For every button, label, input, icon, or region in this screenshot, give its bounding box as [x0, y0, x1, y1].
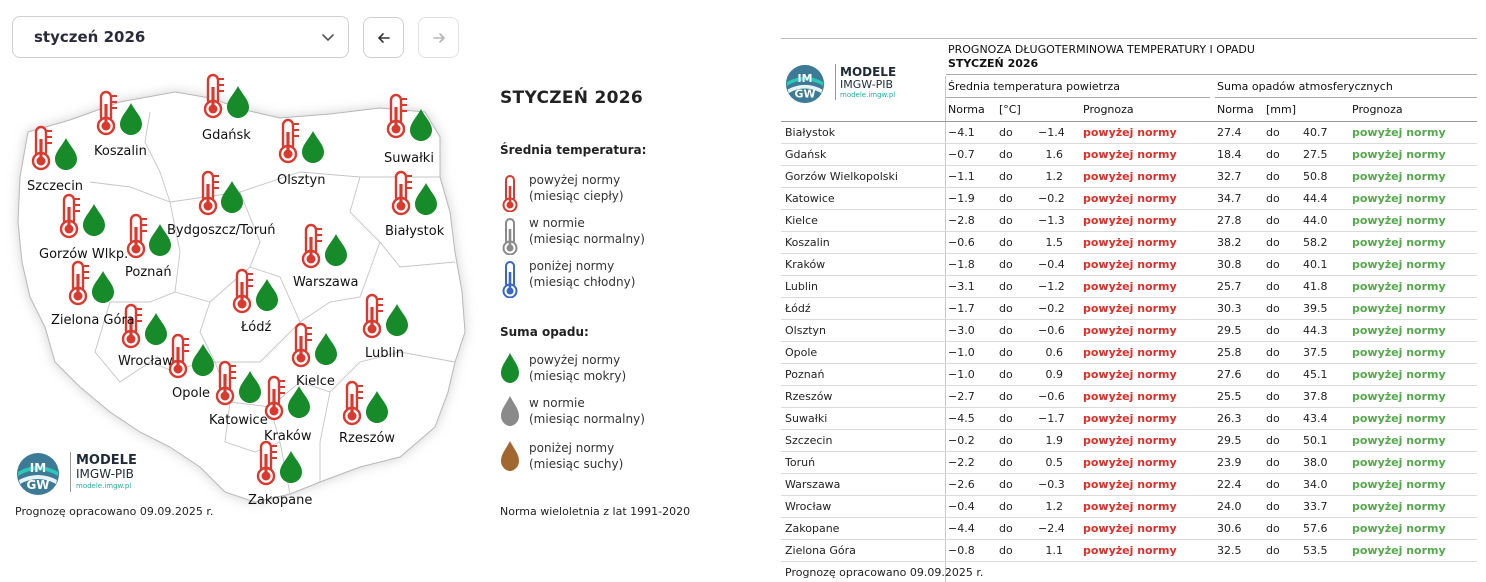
lublin-symbols	[364, 295, 408, 337]
cell-city: Poznań	[785, 368, 825, 381]
previous-month-button[interactable]	[363, 17, 404, 58]
cell-pdo: do	[1266, 434, 1280, 447]
cell-tdo: do	[999, 236, 1013, 249]
cell-pmin: 29.5	[1217, 434, 1242, 447]
cell-tmin: −4.4	[948, 522, 975, 535]
gdansk-symbols	[205, 75, 249, 118]
cell-pmax: 44.4	[1303, 192, 1328, 205]
lodz-symbols	[234, 270, 278, 312]
cell-pmin: 34.7	[1217, 192, 1242, 205]
cell-pdo: do	[1266, 390, 1280, 403]
legend-temp-normal: w normie (miesiąc normalny)	[500, 215, 740, 255]
arrow-right-icon	[431, 30, 447, 46]
opole-symbols	[170, 335, 214, 377]
cell-pmax: 37.5	[1303, 346, 1328, 359]
city-label-koszalin: Koszalin	[94, 144, 147, 159]
legend-precip-section: Suma opadu:	[500, 325, 589, 339]
table-row	[781, 364, 1477, 386]
cell-pdo: do	[1266, 214, 1280, 227]
cell-tmax: −1.3	[1038, 214, 1065, 227]
cell-tdo: do	[999, 500, 1013, 513]
cell-city: Koszalin	[785, 236, 830, 249]
city-label-bialystok: Białystok	[385, 224, 445, 239]
city-label-krakow: Kraków	[264, 429, 312, 444]
cell-pprog: powyżej normy	[1352, 522, 1446, 535]
cell-tmin: −1.7	[948, 302, 975, 315]
cell-tmin: −2.7	[948, 390, 975, 403]
table-credit: Prognozę opracowano 09.09.2025 r.	[785, 566, 984, 579]
table-row	[781, 122, 1477, 144]
table-row	[781, 452, 1477, 474]
cell-pmin: 32.5	[1217, 544, 1242, 557]
table-body	[781, 122, 1477, 562]
cell-city: Szczecin	[785, 434, 833, 447]
cell-pdo: do	[1266, 192, 1280, 205]
cell-pdo: do	[1266, 412, 1280, 425]
month-select-value: styczeń 2026	[34, 28, 146, 46]
cell-pmax: 43.4	[1303, 412, 1328, 425]
cell-tmax: 0.6	[1045, 346, 1063, 359]
cell-pmin: 25.8	[1217, 346, 1242, 359]
logo-url: modele.imgw.pl	[840, 91, 896, 99]
cell-tprog: powyżej normy	[1083, 214, 1177, 227]
table-row	[781, 320, 1477, 342]
cell-tprog: powyżej normy	[1083, 434, 1177, 447]
cell-pprog: powyżej normy	[1352, 214, 1446, 227]
cell-tmin: −1.0	[948, 368, 975, 381]
cell-tmax: 1.9	[1045, 434, 1063, 447]
cell-city: Suwałki	[785, 412, 828, 425]
cell-city: Olsztyn	[785, 324, 827, 337]
cell-tprog: powyżej normy	[1083, 324, 1177, 337]
cell-pprog: powyżej normy	[1352, 148, 1446, 161]
cell-tdo: do	[999, 258, 1013, 271]
city-label-lodz: Łódź	[241, 320, 272, 335]
city-label-katowice: Katowice	[209, 413, 268, 428]
cell-tmin: −4.5	[948, 412, 975, 425]
cell-pmin: 30.6	[1217, 522, 1242, 535]
cell-pdo: do	[1266, 324, 1280, 337]
cell-pprog: powyżej normy	[1352, 500, 1446, 513]
cell-tprog: powyżej normy	[1083, 456, 1177, 469]
cell-pprog: powyżej normy	[1352, 236, 1446, 249]
cell-pdo: do	[1266, 236, 1280, 249]
cell-city: Łódź	[785, 302, 811, 315]
table-row	[781, 408, 1477, 430]
table-title: PROGNOZA DŁUGOTERMINOWA TEMPERATURY I OPADU	[948, 43, 1255, 56]
svg-text:GW: GW	[26, 478, 50, 492]
cell-tdo: do	[999, 170, 1013, 183]
cell-city: Opole	[785, 346, 818, 359]
cell-tprog: powyżej normy	[1083, 544, 1177, 557]
cell-pmin: 27.6	[1217, 368, 1242, 381]
table-row	[781, 144, 1477, 166]
city-label-poznan: Poznań	[125, 265, 172, 280]
arrow-left-icon	[376, 30, 392, 46]
cell-tmax: 0.9	[1045, 368, 1063, 381]
cell-tmin: −1.1	[948, 170, 975, 183]
month-select[interactable]	[12, 16, 349, 58]
col-header-temp-prognoza: Prognoza	[1083, 103, 1134, 116]
col-header-precip-unit: [mm]	[1266, 103, 1297, 116]
city-label-rzeszow: Rzeszów	[339, 431, 396, 446]
city-label-zakopane: Zakopane	[248, 493, 313, 508]
table-row	[781, 540, 1477, 562]
cell-pmin: 25.7	[1217, 280, 1242, 293]
katowice-symbols	[217, 362, 261, 404]
cell-tmax: −1.7	[1038, 412, 1065, 425]
cell-pprog: powyżej normy	[1352, 346, 1446, 359]
table-row	[781, 386, 1477, 408]
cell-tdo: do	[999, 346, 1013, 359]
thermometer-gray-icon	[500, 215, 520, 255]
cell-pdo: do	[1266, 148, 1280, 161]
cell-pmin: 27.4	[1217, 126, 1242, 139]
table-subtitle: STYCZEŃ 2026	[948, 57, 1039, 70]
cell-pmax: 58.2	[1303, 236, 1328, 249]
cell-pmin: 30.8	[1217, 258, 1242, 271]
group-header-precipitation: Suma opadów atmosferycznych	[1217, 80, 1393, 93]
logo-line1: MODELE	[840, 65, 897, 79]
cell-city: Gdańsk	[785, 148, 827, 161]
cell-tdo: do	[999, 478, 1013, 491]
city-label-szczecin: Szczecin	[27, 179, 84, 194]
cell-tdo: do	[999, 126, 1013, 139]
legend-temp-below: poniżej normy (miesiąc chłodny)	[500, 258, 740, 298]
warszawa-symbols	[303, 225, 347, 267]
cell-tmax: −1.4	[1038, 126, 1065, 139]
city-label-warszawa: Warszawa	[293, 275, 359, 290]
legend-title: STYCZEŃ 2026	[500, 88, 644, 108]
cell-tmax: 1.5	[1045, 236, 1063, 249]
cell-tprog: powyżej normy	[1083, 368, 1177, 381]
kielce-symbols	[293, 324, 337, 366]
cell-pmax: 40.1	[1303, 258, 1328, 271]
cell-pmax: 39.5	[1303, 302, 1328, 315]
cell-tprog: powyżej normy	[1083, 258, 1177, 271]
logo-url: modele.imgw.pl	[76, 482, 132, 490]
cell-pmax: 41.8	[1303, 280, 1328, 293]
cell-tdo: do	[999, 544, 1013, 557]
cell-pdo: do	[1266, 478, 1280, 491]
cell-tdo: do	[999, 280, 1013, 293]
cell-tmax: 1.6	[1045, 148, 1063, 161]
poznan-symbols	[128, 215, 171, 257]
city-label-gdansk: Gdańsk	[202, 128, 251, 143]
cell-city: Wrocław	[785, 500, 832, 513]
cell-pdo: do	[1266, 346, 1280, 359]
cell-tprog: powyżej normy	[1083, 346, 1177, 359]
city-label-kielce: Kielce	[296, 374, 335, 389]
cell-pdo: do	[1266, 500, 1280, 513]
table-row	[781, 496, 1477, 518]
cell-pdo: do	[1266, 522, 1280, 535]
cell-tmax: −2.4	[1038, 522, 1065, 535]
cell-city: Lublin	[785, 280, 818, 293]
table-row	[781, 188, 1477, 210]
cell-pmin: 26.3	[1217, 412, 1242, 425]
cell-pmax: 53.5	[1303, 544, 1328, 557]
cell-city: Białystok	[785, 126, 836, 139]
cell-pmax: 45.1	[1303, 368, 1328, 381]
cell-pprog: powyżej normy	[1352, 456, 1446, 469]
cell-pprog: powyżej normy	[1352, 258, 1446, 271]
imgw-logo-table	[785, 64, 905, 104]
cell-city: Gorzów Wielkopolski	[785, 170, 898, 183]
col-header-precip-norma: Norma	[1217, 103, 1254, 116]
table-row	[781, 430, 1477, 452]
cell-pmax: 57.6	[1303, 522, 1328, 535]
cell-pprog: powyżej normy	[1352, 170, 1446, 183]
legend-note: Norma wieloletnia z lat 1991-2020	[500, 505, 691, 518]
cell-tdo: do	[999, 148, 1013, 161]
city-label-zielona-gora: Zielona Góra	[51, 313, 135, 328]
gorzow-symbols	[61, 195, 105, 237]
cell-pmax: 38.0	[1303, 456, 1328, 469]
imgw-logo-icon	[785, 64, 825, 104]
cell-pmax: 44.0	[1303, 214, 1328, 227]
table-row	[781, 166, 1477, 188]
bialystok-symbols	[393, 172, 437, 215]
cell-pprog: powyżej normy	[1352, 324, 1446, 337]
cell-pdo: do	[1266, 126, 1280, 139]
cell-city: Rzeszów	[785, 390, 833, 403]
cell-pmax: 27.5	[1303, 148, 1328, 161]
cell-tprog: powyżej normy	[1083, 236, 1177, 249]
table-row	[781, 518, 1477, 540]
col-header-temp-unit: [°C]	[999, 103, 1021, 116]
zielona-gora-symbols	[70, 262, 114, 304]
col-header-temp-norma: Norma	[948, 103, 985, 116]
legend	[500, 88, 740, 471]
cell-tprog: powyżej normy	[1083, 192, 1177, 205]
cell-tdo: do	[999, 368, 1013, 381]
thermometer-red-icon	[500, 172, 520, 212]
rzeszow-symbols	[344, 382, 388, 424]
city-label-gorzow: Gorzów Wlkp.	[39, 247, 129, 262]
cell-pprog: powyżej normy	[1352, 192, 1446, 205]
cell-pmin: 27.8	[1217, 214, 1242, 227]
cell-tdo: do	[999, 302, 1013, 315]
cell-pmax: 37.8	[1303, 390, 1328, 403]
cell-tprog: powyżej normy	[1083, 170, 1177, 183]
cell-pmax: 40.7	[1303, 126, 1328, 139]
cell-tdo: do	[999, 456, 1013, 469]
cell-pdo: do	[1266, 258, 1280, 271]
logo-line1: MODELE	[76, 453, 137, 468]
cell-tmax: −0.6	[1038, 390, 1065, 403]
table-row	[781, 210, 1477, 232]
cell-city: Zakopane	[785, 522, 840, 535]
cell-tmin: −3.1	[948, 280, 975, 293]
svg-text:GW: GW	[794, 87, 816, 101]
cell-city: Zielona Góra	[785, 544, 856, 557]
cell-pdo: do	[1266, 302, 1280, 315]
cell-city: Katowice	[785, 192, 835, 205]
chevron-down-icon	[320, 29, 336, 45]
cell-tmax: 0.5	[1045, 456, 1063, 469]
legend-precip-below: poniżej normy (miesiąc suchy)	[500, 440, 740, 480]
cell-pmin: 30.3	[1217, 302, 1242, 315]
olsztyn-symbols	[280, 120, 324, 163]
cell-tmax: −1.2	[1038, 280, 1065, 293]
legend-temp-above: powyżej normy (miesiąc ciepły)	[500, 172, 740, 212]
cell-tprog: powyżej normy	[1083, 126, 1177, 139]
drop-green-icon	[500, 352, 520, 384]
cell-tmax: −0.3	[1038, 478, 1065, 491]
cell-tmax: 1.2	[1045, 500, 1063, 513]
city-label-lublin: Lublin	[365, 346, 404, 361]
cell-pprog: powyżej normy	[1352, 126, 1446, 139]
cell-tmin: −0.4	[948, 500, 975, 513]
cell-tprog: powyżej normy	[1083, 302, 1177, 315]
cell-tprog: powyżej normy	[1083, 522, 1177, 535]
cell-tmin: −2.8	[948, 214, 975, 227]
cell-tprog: powyżej normy	[1083, 412, 1177, 425]
table-row	[781, 254, 1477, 276]
logo-line2: IMGW-PIB	[76, 467, 134, 481]
cell-tprog: powyżej normy	[1083, 390, 1177, 403]
cell-tmax: 1.2	[1045, 170, 1063, 183]
legend-precip-above: powyżej normy (miesiąc mokry)	[500, 352, 740, 392]
cell-tmin: −2.6	[948, 478, 975, 491]
cell-pmin: 24.0	[1217, 500, 1242, 513]
cell-city: Kraków	[785, 258, 826, 271]
drop-brown-icon	[500, 440, 520, 472]
map-credit: Prognozę opracowano 09.09.2025 r.	[15, 505, 214, 518]
cell-tmax: −0.6	[1038, 324, 1065, 337]
cell-tprog: powyżej normy	[1083, 500, 1177, 513]
city-label-suwalki: Suwałki	[384, 151, 434, 166]
cell-tmin: −3.0	[948, 324, 975, 337]
cell-tmin: −2.2	[948, 456, 975, 469]
imgw-logo-icon	[16, 452, 60, 496]
cell-pmin: 23.9	[1217, 456, 1242, 469]
cell-pmax: 33.7	[1303, 500, 1328, 513]
cell-pprog: powyżej normy	[1352, 302, 1446, 315]
cell-pdo: do	[1266, 170, 1280, 183]
city-label-olsztyn: Olsztyn	[277, 173, 326, 188]
table-row	[781, 276, 1477, 298]
table-row	[781, 342, 1477, 364]
svg-text:IM: IM	[29, 461, 47, 475]
cell-pmin: 25.5	[1217, 390, 1242, 403]
legend-temp-section: Średnia temperatura:	[500, 143, 647, 157]
imgw-logo-map	[16, 450, 146, 496]
zakopane-symbols	[258, 442, 302, 484]
cell-pmax: 34.0	[1303, 478, 1328, 491]
table-row	[781, 474, 1477, 496]
legend-precip-normal: w normie (miesiąc normalny)	[500, 395, 740, 435]
cell-tdo: do	[999, 192, 1013, 205]
cell-pprog: powyżej normy	[1352, 368, 1446, 381]
next-month-button[interactable]	[418, 17, 459, 58]
cell-tmin: −0.2	[948, 434, 975, 447]
suwalki-symbols	[388, 95, 432, 141]
cell-city: Warszawa	[785, 478, 841, 491]
cell-pmin: 22.4	[1217, 478, 1242, 491]
cell-pdo: do	[1266, 280, 1280, 293]
cell-pprog: powyżej normy	[1352, 434, 1446, 447]
cell-tdo: do	[999, 214, 1013, 227]
cell-tprog: powyżej normy	[1083, 478, 1177, 491]
cell-tdo: do	[999, 390, 1013, 403]
cell-pmin: 18.4	[1217, 148, 1242, 161]
cell-pprog: powyżej normy	[1352, 544, 1446, 557]
cell-city: Kielce	[785, 214, 818, 227]
cell-pdo: do	[1266, 456, 1280, 469]
cell-tmax: −0.2	[1038, 302, 1065, 315]
cell-pprog: powyżej normy	[1352, 412, 1446, 425]
cell-tmin: −0.6	[948, 236, 975, 249]
cell-pmin: 38.2	[1217, 236, 1242, 249]
szczecin-symbols	[33, 127, 77, 170]
cell-tmin: −1.9	[948, 192, 975, 205]
cell-tprog: powyżej normy	[1083, 148, 1177, 161]
cell-tmin: −4.1	[948, 126, 975, 139]
cell-pprog: powyżej normy	[1352, 390, 1446, 403]
cell-tmax: −0.2	[1038, 192, 1065, 205]
cell-city: Toruń	[785, 456, 816, 469]
svg-text:IM: IM	[797, 72, 813, 86]
cell-pmin: 29.5	[1217, 324, 1242, 337]
cell-pmax: 50.8	[1303, 170, 1328, 183]
cell-tmin: −0.8	[948, 544, 975, 557]
table-row	[781, 232, 1477, 254]
city-label-bydgoszcz-torun: Bydgoszcz/Toruń	[167, 223, 276, 238]
cell-tdo: do	[999, 434, 1013, 447]
bydgoszcz-symbols	[200, 172, 243, 214]
cell-tmax: 1.1	[1045, 544, 1063, 557]
drop-gray-icon	[500, 395, 520, 427]
cell-tmin: −1.8	[948, 258, 975, 271]
group-header-temperature: Średnia temperatura powietrza	[948, 80, 1121, 93]
cell-tmax: −0.4	[1038, 258, 1065, 271]
cell-tprog: powyżej normy	[1083, 280, 1177, 293]
koszalin-symbols	[98, 92, 142, 135]
col-header-precip-prognoza: Prognoza	[1352, 103, 1403, 116]
cell-pprog: powyżej normy	[1352, 478, 1446, 491]
cell-pdo: do	[1266, 368, 1280, 381]
cell-pmax: 50.1	[1303, 434, 1328, 447]
cell-pmin: 32.7	[1217, 170, 1242, 183]
logo-line2: IMGW-PIB	[840, 78, 894, 91]
table-row	[781, 298, 1477, 320]
cell-tdo: do	[999, 522, 1013, 535]
cell-pmax: 44.3	[1303, 324, 1328, 337]
cell-tmin: −0.7	[948, 148, 975, 161]
cell-pdo: do	[1266, 544, 1280, 557]
city-label-wroclaw: Wrocław	[118, 354, 173, 369]
cell-tdo: do	[999, 412, 1013, 425]
cell-pprog: powyżej normy	[1352, 280, 1446, 293]
cell-tmin: −1.0	[948, 346, 975, 359]
thermometer-blue-icon	[500, 258, 520, 298]
city-label-opole: Opole	[172, 386, 211, 401]
cell-tdo: do	[999, 324, 1013, 337]
